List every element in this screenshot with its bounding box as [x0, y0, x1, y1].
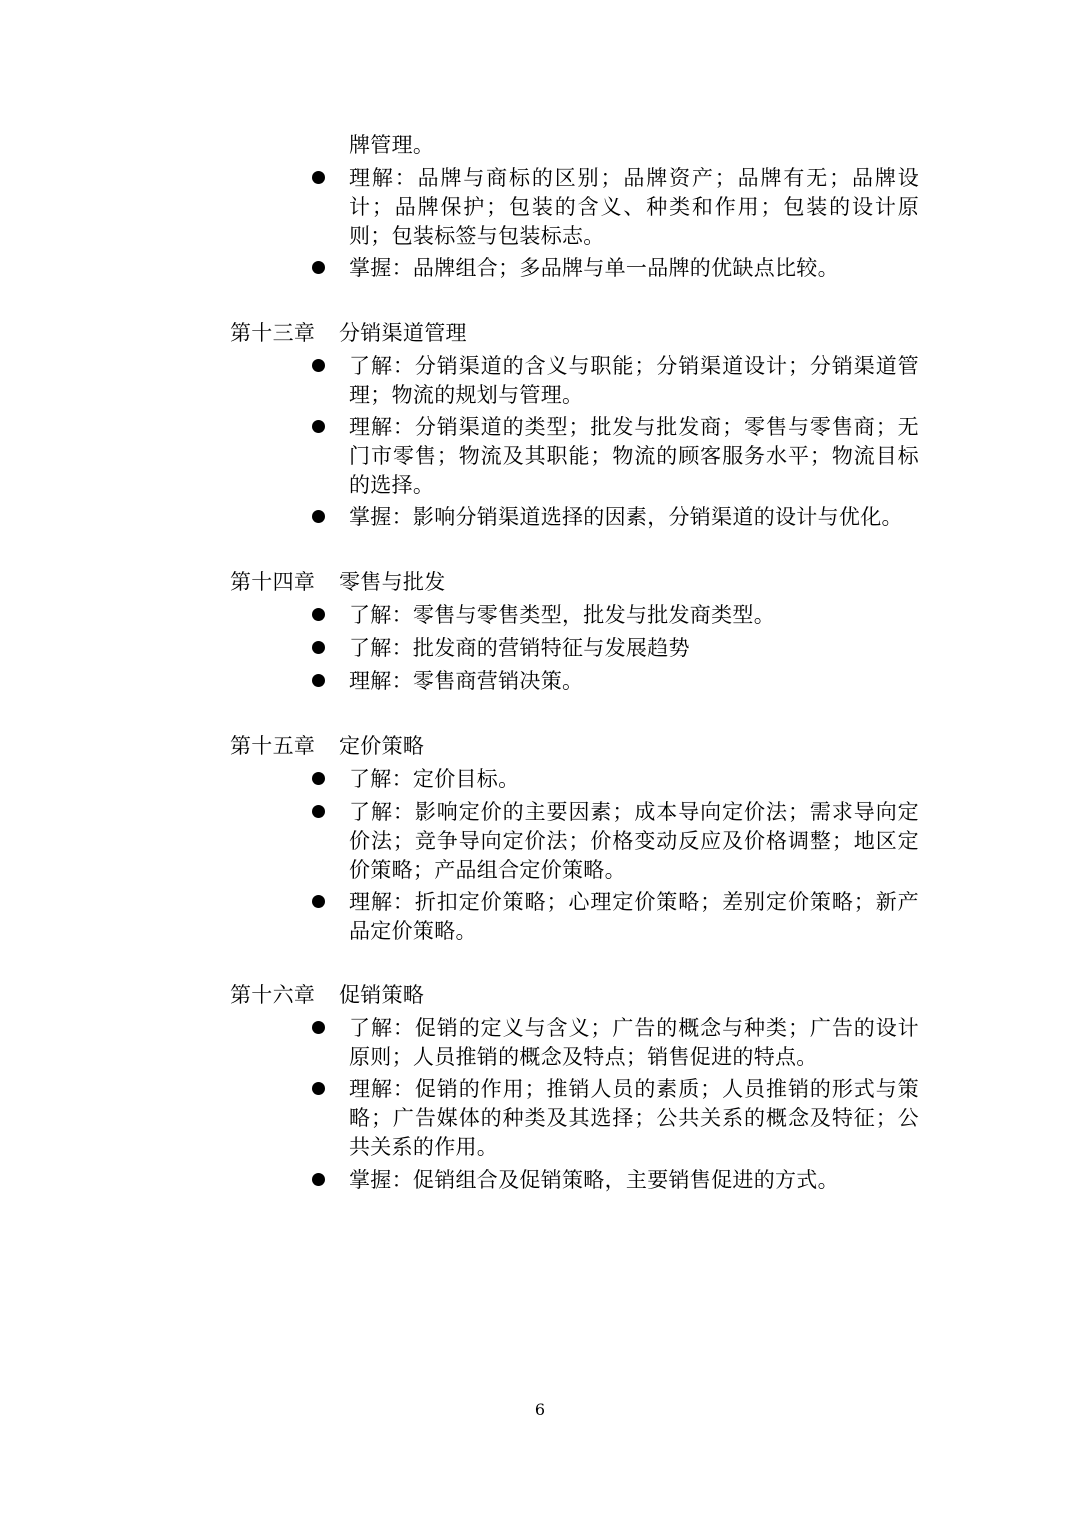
list-item-text: 理解：折扣定价策略；心理定价策略；差别定价策略；新产品定价策略。 — [349, 890, 919, 943]
list-item-text: 了解：零售与零售类型，批发与批发商类型。 — [349, 603, 775, 627]
bullet-icon — [312, 772, 325, 785]
list-item-text: 了解：批发商的营销特征与发展趋势 — [349, 636, 690, 660]
chapter-heading — [230, 568, 930, 597]
chapter-heading — [230, 319, 930, 348]
chapter-number: 第十三章 — [230, 321, 316, 345]
chapter-number: 第十五章 — [230, 734, 316, 758]
chapter-heading — [230, 981, 930, 1010]
chapter-title: 零售与批发 — [339, 570, 446, 594]
chapter-title: 定价策略 — [339, 734, 425, 758]
bullet-icon — [312, 1082, 325, 1095]
bullet-icon — [312, 171, 325, 184]
page-number: 6 — [534, 1400, 546, 1419]
list-item-text: 掌握：品牌组合；多品牌与单一品牌的优缺点比较。 — [349, 256, 839, 280]
bullet-icon — [312, 608, 325, 621]
bullet-icon — [312, 420, 325, 433]
bullet-icon — [312, 1021, 325, 1034]
list-item-text: 理解：促销的作用；推销人员的素质；人员推销的形式与策略；广告媒体的种类及其选择；公共关系的概念及特征；公共关系的作用。 — [349, 1077, 919, 1159]
chapter-title: 分销渠道管理 — [339, 321, 467, 345]
bullet-icon — [312, 1173, 325, 1186]
bullet-icon — [312, 641, 325, 654]
chapter-title: 促销策略 — [339, 983, 425, 1007]
bullet-icon — [312, 261, 325, 274]
list-item-text: 了解：分销渠道的含义与职能；分销渠道设计；分销渠道管理；物流的规划与管理。 — [349, 354, 919, 407]
bullet-icon — [312, 674, 325, 687]
list-item-text: 理解：零售商营销决策。 — [349, 669, 584, 693]
list-item-text: 了解：促销的定义与含义；广告的概念与种类；广告的设计原则；人员推销的概念及特点；销售促进的特点。 — [349, 1016, 919, 1069]
list-item-text: 掌握：影响分销渠道选择的因素，分销渠道的设计与优化。 — [349, 505, 903, 529]
list-item-text: 理解：分销渠道的类型；批发与批发商；零售与零售商；无门市零售；物流及其职能；物流的顾客服务水平；物流目标的选择。 — [349, 415, 919, 497]
bullet-icon — [312, 510, 325, 523]
continued-text: 牌管理。 — [349, 133, 435, 157]
list-item-text: 掌握：促销组合及促销策略，主要销售促进的方式。 — [349, 1168, 839, 1192]
bullet-icon — [312, 805, 325, 818]
bullet-icon — [312, 359, 325, 372]
list-item-text: 了解：定价目标。 — [349, 767, 520, 791]
chapter-number: 第十六章 — [230, 983, 316, 1007]
list-item-text: 理解：品牌与商标的区别；品牌资产；品牌有无；品牌设计；品牌保护；包装的含义、种类和作用；包装的设计原则；包装标签与包装标志。 — [349, 166, 919, 248]
list-item-text: 了解：影响定价的主要因素；成本导向定价法；需求导向定价法；竞争导向定价法；价格变动反应及价格调整；地区定价策略；产品组合定价策略。 — [349, 800, 919, 882]
chapter-heading — [230, 732, 930, 761]
chapter-number: 第十四章 — [230, 570, 316, 594]
bullet-icon — [312, 895, 325, 908]
